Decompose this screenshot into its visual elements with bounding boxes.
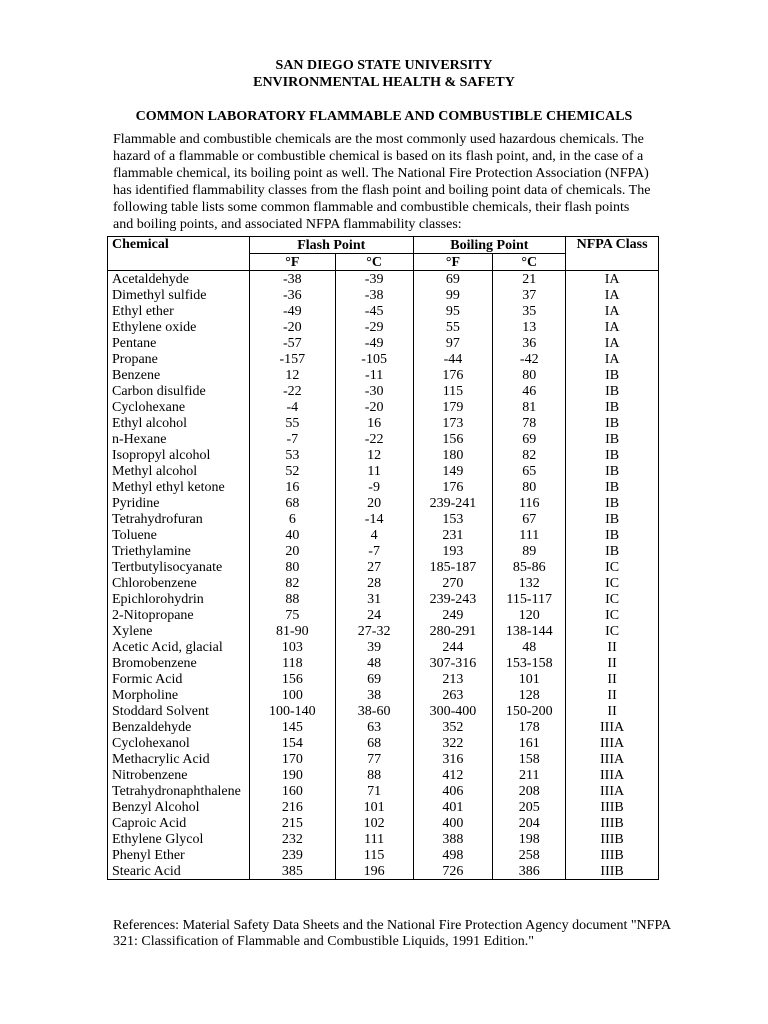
- nfpa-class-cell: IIIA: [566, 783, 659, 799]
- header-chemical: Chemical: [108, 237, 250, 271]
- boiling-point-f-cell: 498: [413, 847, 493, 863]
- flash-point-f-cell: 20: [249, 543, 335, 559]
- boiling-point-c-cell: 204: [493, 815, 566, 831]
- nfpa-class-cell: IC: [566, 623, 659, 639]
- nfpa-class-cell: IIIA: [566, 735, 659, 751]
- boiling-point-f-cell: 322: [413, 735, 493, 751]
- boiling-point-f-cell: -44: [413, 351, 493, 367]
- flash-point-f-cell: 232: [249, 831, 335, 847]
- nfpa-class-cell: IC: [566, 575, 659, 591]
- nfpa-class-cell: II: [566, 703, 659, 719]
- nfpa-class-cell: IA: [566, 271, 659, 288]
- boiling-point-c-cell: 82: [493, 447, 566, 463]
- nfpa-class-cell: IIIA: [566, 719, 659, 735]
- intro-paragraph: Flammable and combustible chemicals are the most commonly used hazardous chemicals. The hazard of a flammable or combustible chemical is based on its flash point, and, in the case of a flammable chemical, its boiling point as well. The National Fire Protection Association (NFPA) has identified flammability classes from the flash point and boiling point data of chemicals. The following table lists some common flammable and combustible chemicals, their flash points and boiling points, and associated NFPA flammability classes:: [113, 132, 651, 232]
- document-title: COMMON LABORATORY FLAMMABLE AND COMBUSTIBLE CHEMICALS: [135, 109, 633, 124]
- flash-point-c-cell: 88: [335, 767, 413, 783]
- boiling-point-f-cell: 270: [413, 575, 493, 591]
- table-row: [108, 719, 659, 735]
- flash-point-c-cell: 31: [335, 591, 413, 607]
- flash-point-c-cell: -7: [335, 543, 413, 559]
- flash-point-c-cell: -30: [335, 383, 413, 399]
- table-header: [108, 237, 659, 271]
- flash-point-c-cell: 38: [335, 687, 413, 703]
- flash-point-c-cell: 16: [335, 415, 413, 431]
- flash-point-f-cell: 216: [249, 799, 335, 815]
- boiling-point-c-cell: 120: [493, 607, 566, 623]
- flash-point-f-cell: 82: [249, 575, 335, 591]
- boiling-point-c-cell: 178: [493, 719, 566, 735]
- boiling-point-c-cell: 132: [493, 575, 566, 591]
- table-row: [108, 543, 659, 559]
- table-row: [108, 399, 659, 415]
- table-row: [108, 815, 659, 831]
- table-row: [108, 559, 659, 575]
- chemical-name-cell: Bromobenzene: [108, 655, 250, 671]
- boiling-point-c-cell: 208: [493, 783, 566, 799]
- flash-point-f-cell: 145: [249, 719, 335, 735]
- table-row: [108, 287, 659, 303]
- table-row: [108, 431, 659, 447]
- nfpa-class-cell: IC: [566, 607, 659, 623]
- table-row: [108, 863, 659, 880]
- chemical-name-cell: Nitrobenzene: [108, 767, 250, 783]
- chemical-name-cell: Carbon disulfide: [108, 383, 250, 399]
- flash-point-c-cell: 77: [335, 751, 413, 767]
- boiling-point-f-cell: 401: [413, 799, 493, 815]
- boiling-point-c-cell: 46: [493, 383, 566, 399]
- table-row: [108, 319, 659, 335]
- boiling-point-c-cell: 13: [493, 319, 566, 335]
- chemical-name-cell: Benzaldehyde: [108, 719, 250, 735]
- chemical-name-cell: Tetrahydrofuran: [108, 511, 250, 527]
- flash-point-c-cell: 38-60: [335, 703, 413, 719]
- flash-point-f-cell: -49: [249, 303, 335, 319]
- chemical-name-cell: Benzyl Alcohol: [108, 799, 250, 815]
- chemicals-table: [107, 236, 659, 880]
- boiling-point-f-cell: 307-316: [413, 655, 493, 671]
- boiling-point-f-cell: 400: [413, 815, 493, 831]
- flash-point-f-cell: -7: [249, 431, 335, 447]
- table-row: [108, 735, 659, 751]
- boiling-point-c-cell: 36: [493, 335, 566, 351]
- flash-point-c-cell: 20: [335, 495, 413, 511]
- flash-point-f-cell: 118: [249, 655, 335, 671]
- flash-point-f-cell: -157: [249, 351, 335, 367]
- chemical-name-cell: Stearic Acid: [108, 863, 250, 880]
- boiling-point-c-cell: 258: [493, 847, 566, 863]
- boiling-point-c-cell: 48: [493, 639, 566, 655]
- chemical-name-cell: Ethylene oxide: [108, 319, 250, 335]
- flash-point-c-cell: 101: [335, 799, 413, 815]
- table-row: [108, 639, 659, 655]
- chemical-name-cell: Pentane: [108, 335, 250, 351]
- table-row: [108, 831, 659, 847]
- table-row: [108, 767, 659, 783]
- flash-point-f-cell: 6: [249, 511, 335, 527]
- boiling-point-c-cell: 69: [493, 431, 566, 447]
- boiling-point-f-cell: 388: [413, 831, 493, 847]
- nfpa-class-cell: IA: [566, 287, 659, 303]
- table-row: [108, 271, 659, 288]
- flash-point-c-cell: -9: [335, 479, 413, 495]
- flash-point-f-cell: -36: [249, 287, 335, 303]
- nfpa-class-cell: IB: [566, 479, 659, 495]
- boiling-point-f-cell: 244: [413, 639, 493, 655]
- table-row: [108, 447, 659, 463]
- boiling-point-c-cell: 81: [493, 399, 566, 415]
- flash-point-c-cell: 71: [335, 783, 413, 799]
- flash-point-f-cell: 53: [249, 447, 335, 463]
- boiling-point-c-cell: 35: [493, 303, 566, 319]
- chemical-name-cell: Tertbutylisocyanate: [108, 559, 250, 575]
- chemical-name-cell: Ethylene Glycol: [108, 831, 250, 847]
- nfpa-class-cell: IB: [566, 383, 659, 399]
- flash-point-f-cell: 12: [249, 367, 335, 383]
- boiling-point-f-cell: 99: [413, 287, 493, 303]
- table-row: [108, 415, 659, 431]
- flash-point-f-cell: 385: [249, 863, 335, 880]
- table-row: [108, 367, 659, 383]
- boiling-point-f-cell: 726: [413, 863, 493, 880]
- chemical-name-cell: Chlorobenzene: [108, 575, 250, 591]
- nfpa-class-cell: IC: [566, 591, 659, 607]
- flash-point-f-cell: 81-90: [249, 623, 335, 639]
- flash-point-c-cell: 68: [335, 735, 413, 751]
- flash-point-f-cell: 80: [249, 559, 335, 575]
- nfpa-class-cell: IA: [566, 303, 659, 319]
- chemical-name-cell: Xylene: [108, 623, 250, 639]
- flash-point-c-cell: 102: [335, 815, 413, 831]
- nfpa-class-cell: IB: [566, 543, 659, 559]
- nfpa-class-cell: IIIB: [566, 847, 659, 863]
- boiling-point-c-cell: 37: [493, 287, 566, 303]
- table-row: [108, 527, 659, 543]
- header-nfpa-class: NFPA Class: [566, 237, 659, 271]
- table-row: [108, 351, 659, 367]
- chemical-name-cell: Methacrylic Acid: [108, 751, 250, 767]
- boiling-point-f-cell: 406: [413, 783, 493, 799]
- boiling-point-f-cell: 69: [413, 271, 493, 288]
- chemical-name-cell: Epichlorohydrin: [108, 591, 250, 607]
- nfpa-class-cell: IIIB: [566, 831, 659, 847]
- table-row: [108, 511, 659, 527]
- chemical-name-cell: Ethyl alcohol: [108, 415, 250, 431]
- chemical-name-cell: Acetic Acid, glacial: [108, 639, 250, 655]
- chemical-name-cell: Toluene: [108, 527, 250, 543]
- flash-point-c-cell: -20: [335, 399, 413, 415]
- flash-point-c-cell: -11: [335, 367, 413, 383]
- boiling-point-f-cell: 185-187: [413, 559, 493, 575]
- nfpa-class-cell: II: [566, 687, 659, 703]
- boiling-point-f-cell: 55: [413, 319, 493, 335]
- chemical-name-cell: Cyclohexanol: [108, 735, 250, 751]
- boiling-point-f-cell: 239-243: [413, 591, 493, 607]
- boiling-point-f-cell: 239-241: [413, 495, 493, 511]
- flash-point-f-cell: 88: [249, 591, 335, 607]
- table-row: [108, 671, 659, 687]
- chemical-name-cell: n-Hexane: [108, 431, 250, 447]
- boiling-point-f-cell: 176: [413, 367, 493, 383]
- header-flash-point: Flash Point: [249, 237, 413, 254]
- boiling-point-f-cell: 193: [413, 543, 493, 559]
- flash-point-f-cell: -57: [249, 335, 335, 351]
- nfpa-class-cell: II: [566, 655, 659, 671]
- boiling-point-f-cell: 115: [413, 383, 493, 399]
- table-row: [108, 751, 659, 767]
- boiling-point-f-cell: 300-400: [413, 703, 493, 719]
- boiling-point-f-cell: 153: [413, 511, 493, 527]
- nfpa-class-cell: IB: [566, 431, 659, 447]
- table-row: [108, 383, 659, 399]
- flash-point-c-cell: 111: [335, 831, 413, 847]
- flash-point-f-cell: -38: [249, 271, 335, 288]
- boiling-point-f-cell: 231: [413, 527, 493, 543]
- flash-point-f-cell: 154: [249, 735, 335, 751]
- flash-point-f-cell: 100-140: [249, 703, 335, 719]
- nfpa-class-cell: IA: [566, 319, 659, 335]
- boiling-point-c-cell: 101: [493, 671, 566, 687]
- chemical-name-cell: Tetrahydronaphthalene: [108, 783, 250, 799]
- chemical-name-cell: Pyridine: [108, 495, 250, 511]
- university-name: SAN DIEGO STATE UNIVERSITY: [275, 58, 493, 73]
- nfpa-class-cell: IIIB: [566, 799, 659, 815]
- boiling-point-c-cell: 158: [493, 751, 566, 767]
- nfpa-class-cell: IC: [566, 559, 659, 575]
- chemical-name-cell: Benzene: [108, 367, 250, 383]
- table-row: [108, 575, 659, 591]
- boiling-point-c-cell: 78: [493, 415, 566, 431]
- boiling-point-c-cell: 65: [493, 463, 566, 479]
- boiling-point-c-cell: 89: [493, 543, 566, 559]
- table-row: [108, 847, 659, 863]
- flash-point-c-cell: -45: [335, 303, 413, 319]
- flash-point-f-cell: 16: [249, 479, 335, 495]
- boiling-point-f-cell: 180: [413, 447, 493, 463]
- chemical-name-cell: Triethylamine: [108, 543, 250, 559]
- boiling-point-f-cell: 263: [413, 687, 493, 703]
- table-row: [108, 687, 659, 703]
- boiling-point-c-cell: 128: [493, 687, 566, 703]
- boiling-point-c-cell: -42: [493, 351, 566, 367]
- flash-point-f-cell: 52: [249, 463, 335, 479]
- boiling-point-c-cell: 80: [493, 367, 566, 383]
- nfpa-class-cell: IA: [566, 335, 659, 351]
- table-row: [108, 783, 659, 799]
- chemical-name-cell: Isopropyl alcohol: [108, 447, 250, 463]
- flash-point-c-cell: -29: [335, 319, 413, 335]
- boiling-point-f-cell: 179: [413, 399, 493, 415]
- boiling-point-c-cell: 211: [493, 767, 566, 783]
- boiling-point-c-cell: 67: [493, 511, 566, 527]
- table-row: [108, 479, 659, 495]
- table-row: [108, 623, 659, 639]
- nfpa-class-cell: IIIA: [566, 751, 659, 767]
- nfpa-class-cell: IB: [566, 367, 659, 383]
- chemical-name-cell: Methyl alcohol: [108, 463, 250, 479]
- chemical-name-cell: Dimethyl sulfide: [108, 287, 250, 303]
- chemical-name-cell: Stoddard Solvent: [108, 703, 250, 719]
- table-row: [108, 799, 659, 815]
- boiling-point-f-cell: 149: [413, 463, 493, 479]
- flash-point-c-cell: -14: [335, 511, 413, 527]
- chemical-name-cell: Morpholine: [108, 687, 250, 703]
- header-boil-c: °C: [493, 254, 566, 271]
- flash-point-c-cell: 27: [335, 559, 413, 575]
- table-row: [108, 655, 659, 671]
- flash-point-f-cell: 239: [249, 847, 335, 863]
- boiling-point-c-cell: 161: [493, 735, 566, 751]
- boiling-point-f-cell: 280-291: [413, 623, 493, 639]
- chemical-name-cell: Ethyl ether: [108, 303, 250, 319]
- nfpa-class-cell: IB: [566, 463, 659, 479]
- boiling-point-c-cell: 386: [493, 863, 566, 880]
- boiling-point-c-cell: 111: [493, 527, 566, 543]
- boiling-point-f-cell: 173: [413, 415, 493, 431]
- flash-point-c-cell: 115: [335, 847, 413, 863]
- flash-point-c-cell: 28: [335, 575, 413, 591]
- nfpa-class-cell: IB: [566, 527, 659, 543]
- boiling-point-c-cell: 116: [493, 495, 566, 511]
- boiling-point-f-cell: 249: [413, 607, 493, 623]
- boiling-point-c-cell: 198: [493, 831, 566, 847]
- header-flash-f: °F: [249, 254, 335, 271]
- flash-point-c-cell: 27-32: [335, 623, 413, 639]
- boiling-point-c-cell: 153-158: [493, 655, 566, 671]
- flash-point-f-cell: -4: [249, 399, 335, 415]
- flash-point-c-cell: -22: [335, 431, 413, 447]
- flash-point-f-cell: -22: [249, 383, 335, 399]
- flash-point-c-cell: -39: [335, 271, 413, 288]
- chemical-name-cell: Cyclohexane: [108, 399, 250, 415]
- boiling-point-c-cell: 21: [493, 271, 566, 288]
- flash-point-c-cell: 39: [335, 639, 413, 655]
- table-row: [108, 591, 659, 607]
- boiling-point-f-cell: 412: [413, 767, 493, 783]
- table-row: [108, 495, 659, 511]
- flash-point-c-cell: 48: [335, 655, 413, 671]
- flash-point-f-cell: 190: [249, 767, 335, 783]
- flash-point-f-cell: 215: [249, 815, 335, 831]
- department-name: ENVIRONMENTAL HEALTH & SAFETY: [253, 75, 515, 90]
- flash-point-f-cell: 68: [249, 495, 335, 511]
- nfpa-class-cell: IIIB: [566, 815, 659, 831]
- nfpa-class-cell: II: [566, 639, 659, 655]
- nfpa-class-cell: IIIA: [566, 767, 659, 783]
- table-body: [108, 271, 659, 880]
- boiling-point-c-cell: 138-144: [493, 623, 566, 639]
- flash-point-c-cell: 69: [335, 671, 413, 687]
- flash-point-c-cell: -38: [335, 287, 413, 303]
- header-flash-c: °C: [335, 254, 413, 271]
- flash-point-f-cell: 156: [249, 671, 335, 687]
- chemical-name-cell: Formic Acid: [108, 671, 250, 687]
- boiling-point-f-cell: 97: [413, 335, 493, 351]
- nfpa-class-cell: IB: [566, 447, 659, 463]
- boiling-point-c-cell: 150-200: [493, 703, 566, 719]
- flash-point-c-cell: 196: [335, 863, 413, 880]
- flash-point-c-cell: -105: [335, 351, 413, 367]
- flash-point-c-cell: -49: [335, 335, 413, 351]
- header-boil-f: °F: [413, 254, 493, 271]
- table-row: [108, 607, 659, 623]
- chemical-name-cell: Propane: [108, 351, 250, 367]
- references-note: References: Material Safety Data Sheets and the National Fire Protection Agency document "NFPA 321: Classification of Flammable and Combustible Liquids, 1991 Edition.": [113, 918, 671, 949]
- nfpa-class-cell: IB: [566, 511, 659, 527]
- chemical-name-cell: Acetaldehyde: [108, 271, 250, 288]
- chemical-name-cell: Methyl ethyl ketone: [108, 479, 250, 495]
- chemical-name-cell: Caproic Acid: [108, 815, 250, 831]
- chemical-name-cell: Phenyl Ether: [108, 847, 250, 863]
- nfpa-class-cell: IIIB: [566, 863, 659, 880]
- nfpa-class-cell: IB: [566, 495, 659, 511]
- flash-point-f-cell: -20: [249, 319, 335, 335]
- table-row: [108, 463, 659, 479]
- boiling-point-f-cell: 316: [413, 751, 493, 767]
- nfpa-class-cell: IB: [566, 415, 659, 431]
- flash-point-c-cell: 4: [335, 527, 413, 543]
- flash-point-f-cell: 100: [249, 687, 335, 703]
- nfpa-class-cell: II: [566, 671, 659, 687]
- flash-point-f-cell: 75: [249, 607, 335, 623]
- boiling-point-f-cell: 352: [413, 719, 493, 735]
- flash-point-f-cell: 103: [249, 639, 335, 655]
- boiling-point-f-cell: 176: [413, 479, 493, 495]
- boiling-point-c-cell: 80: [493, 479, 566, 495]
- flash-point-c-cell: 63: [335, 719, 413, 735]
- table-row: [108, 703, 659, 719]
- boiling-point-f-cell: 156: [413, 431, 493, 447]
- header-boiling-point: Boiling Point: [413, 237, 566, 254]
- flash-point-c-cell: 11: [335, 463, 413, 479]
- flash-point-c-cell: 24: [335, 607, 413, 623]
- nfpa-class-cell: IB: [566, 399, 659, 415]
- boiling-point-c-cell: 205: [493, 799, 566, 815]
- boiling-point-f-cell: 213: [413, 671, 493, 687]
- flash-point-f-cell: 160: [249, 783, 335, 799]
- flash-point-f-cell: 170: [249, 751, 335, 767]
- flash-point-f-cell: 55: [249, 415, 335, 431]
- flash-point-c-cell: 12: [335, 447, 413, 463]
- nfpa-class-cell: IA: [566, 351, 659, 367]
- flash-point-f-cell: 40: [249, 527, 335, 543]
- boiling-point-c-cell: 115-117: [493, 591, 566, 607]
- boiling-point-f-cell: 95: [413, 303, 493, 319]
- boiling-point-c-cell: 85-86: [493, 559, 566, 575]
- table-row: [108, 303, 659, 319]
- chemical-name-cell: 2-Nitopropane: [108, 607, 250, 623]
- table-row: [108, 335, 659, 351]
